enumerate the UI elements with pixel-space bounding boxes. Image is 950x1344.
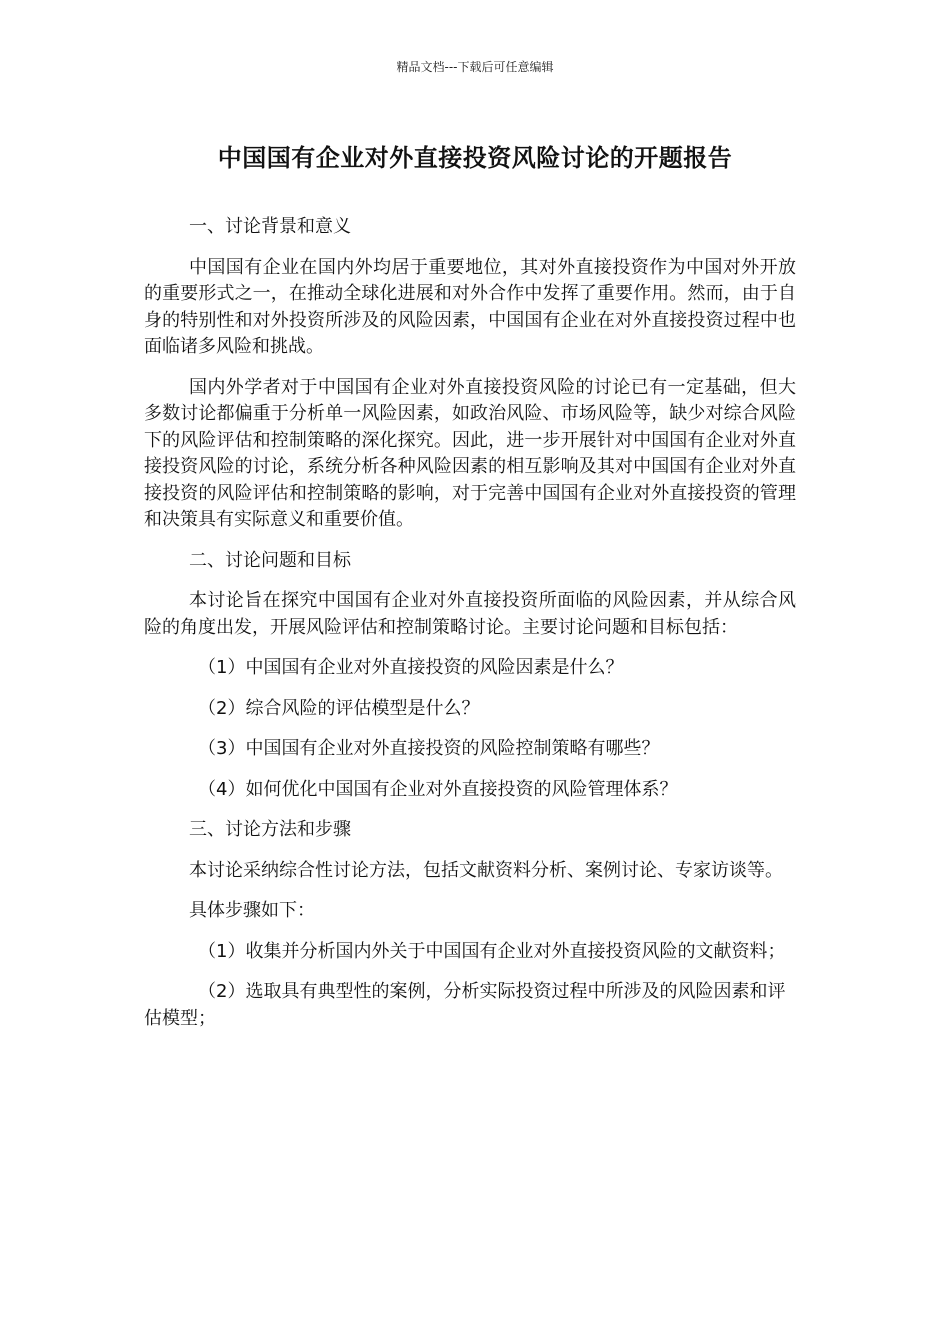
question-item-4: （4）如何优化中国国有企业对外直接投资的风险管理体系？ <box>198 778 678 800</box>
document-title: 中国国有企业对外直接投资风险讨论的开题报告 <box>217 144 733 172</box>
section1-heading: 一、讨论背景和意义 <box>189 216 351 237</box>
section1-paragraph-2: 国内外学者对于中国国有企业对外直接投资风险的讨论已有一定基础，但大多数讨论都偏重于分析单一风险因素，如政治风险、市场风险等，缺少对综合风险下的风险评估和控制策略的深化探究。因此，进一步开展针对中国国有企业对外直接投资风险的讨论，系统分析各种风险因素的相互影响及其对中国国有企业对外直接投资的风险评估和控制策略的影响，对于完善中国国有企业对外直接投资的管理和决策具有实际意义和重要价值。 <box>144 376 796 530</box>
header-note: 精品文档---下载后可任意编辑 <box>396 60 554 74</box>
document-body <box>144 214 796 1046</box>
section3-paragraph-1: 本讨论采纳综合性讨论方法，包括文献资料分析、案例讨论、专家访谈等。 <box>189 859 783 881</box>
section3-paragraph-2: 具体步骤如下： <box>189 900 315 921</box>
question-item-3: （3）中国国有企业对外直接投资的风险控制策略有哪些？ <box>198 738 660 759</box>
step-item-1: （1）收集并分析国内外关于中国国有企业对外直接投资风险的文献资料； <box>198 940 786 962</box>
section2-heading: 二、讨论问题和目标 <box>189 549 351 571</box>
question-item-1: （1）中国国有企业对外直接投资的风险因素是什么？ <box>198 657 624 678</box>
step-item-2: （2）选取具有典型性的案例，分析实际投资过程中所涉及的风险因素和评估模型； <box>144 981 786 1029</box>
section1-paragraph-1: 中国国有企业在国内外均居于重要地位，其对外直接投资作为中国对外开放的重要形式之一，在推动全球化进展和对外合作中发挥了重要作用。然而，由于自身的特别性和对外投资所涉及的风险因素，中国国有企业在对外直接投资过程中也面临诸多风险和挑战。 <box>144 256 796 357</box>
section2-paragraph-1: 本讨论旨在探究中国国有企业对外直接投资所面临的风险因素，并从综合风险的角度出发，开展风险评估和控制策略讨论。主要讨论问题和目标包括： <box>144 590 796 638</box>
section3-heading: 三、讨论方法和步骤 <box>189 819 351 840</box>
question-item-2: （2）综合风险的评估模型是什么？ <box>198 697 480 719</box>
